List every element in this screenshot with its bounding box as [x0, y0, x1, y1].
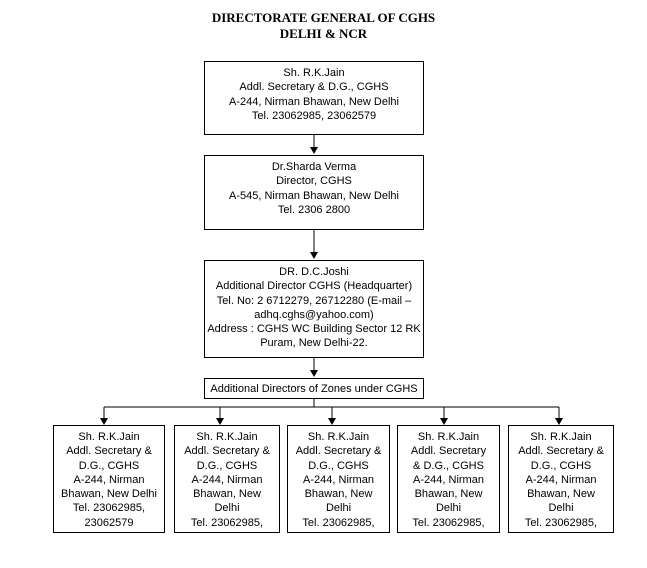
zone-5-line-5: Bhawan, New	[527, 488, 595, 501]
zones-label: Additional Directors of Zones under CGHS	[210, 383, 418, 395]
dg-address: A-244, Nirman Bhawan, New Delhi	[229, 95, 399, 108]
zone-4-arrowhead	[440, 418, 448, 425]
zone-4-line-3: & D.G., CGHS	[413, 459, 484, 472]
zone-5-arrowhead	[555, 418, 563, 425]
dg-name: Sh. R.K.Jain	[283, 67, 345, 79]
zone-1-line-6: Tel. 23062985,	[72, 502, 146, 515]
zone-3-line-5: Bhawan, New	[304, 488, 373, 501]
director-address: A-545, Nirman Bhawan, New Delhi	[229, 189, 399, 202]
additional-phone: Tel. No: 2 6712279, 26712280 (E-mail –	[216, 294, 412, 307]
zone-3-arrowhead	[328, 418, 336, 425]
zone-5-line-7: Tel. 23062985,	[524, 516, 598, 529]
zone-4-line-2: Addl. Secretary	[410, 445, 487, 458]
additional-address-1: Address : CGHS WC Building Sector 12 RK	[207, 323, 421, 336]
zone-2-line-6: Delhi	[214, 502, 240, 515]
zone-box-2	[174, 425, 280, 533]
additional-name: DR. D.C.Joshi	[279, 266, 349, 278]
dg-designation: Addl. Secretary & D.G., CGHS	[239, 81, 389, 94]
zone-2-line-7: Tel. 23062985,	[190, 516, 264, 529]
zone-3-line-7: Tel. 23062985,	[302, 516, 375, 529]
zone-5-line-2: Addl. Secretary &	[518, 445, 604, 458]
arrowhead-additional	[310, 252, 318, 259]
dg-box	[204, 61, 424, 135]
zone-4-line-5: Bhawan, New	[414, 488, 483, 501]
zone-1-line-4: A-244, Nirman	[73, 473, 145, 486]
zone-2-line-2: Addl. Secretary &	[184, 445, 270, 458]
zone-5-line-1: Sh. R.K.Jain	[530, 431, 592, 443]
zone-1-line-5: Bhawan, New Delhi	[61, 488, 157, 501]
zone-box-3	[287, 425, 390, 533]
zone-4-line-6: Delhi	[435, 502, 462, 515]
director-box	[204, 155, 424, 230]
zone-5-line-6: Delhi	[548, 502, 574, 515]
additional-email: adhq.cghs@yahoo.com)	[254, 308, 374, 321]
zone-4-line-7: Tel. 23062985,	[412, 516, 485, 529]
zone-4-line-4: A-244, Nirman	[413, 473, 484, 486]
zone-5-line-3: D.G., CGHS	[530, 459, 592, 472]
arrowhead-director	[310, 147, 318, 154]
zone-3-line-1: Sh. R.K.Jain	[307, 431, 370, 443]
zone-4-line-1: Sh. R.K.Jain	[417, 431, 480, 443]
director-name: Dr.Sharda Verma	[271, 161, 357, 173]
additional-address-2: Puram, New Delhi-22.	[260, 337, 368, 350]
zone-box-4	[397, 425, 500, 533]
zone-1-line-7: 23062579	[84, 516, 134, 529]
zone-2-line-4: A-244, Nirman	[191, 473, 263, 486]
director-designation: Director, CGHS	[276, 175, 352, 188]
zone-2-line-5: Bhawan, New	[193, 488, 261, 501]
zone-1-arrowhead	[100, 418, 108, 425]
zone-3-line-2: Addl. Secretary &	[295, 445, 382, 458]
director-phone: Tel. 2306 2800	[277, 203, 351, 216]
zone-2-line-3: D.G., CGHS	[196, 459, 258, 472]
zone-2-arrowhead	[216, 418, 224, 425]
zone-3-line-3: D.G., CGHS	[308, 459, 369, 472]
zone-1-line-3: D.G., CGHS	[78, 459, 140, 472]
zone-1-line-1: Sh. R.K.Jain	[78, 431, 140, 443]
zone-3-line-4: A-244, Nirman	[303, 473, 374, 486]
zone-2-line-1: Sh. R.K.Jain	[196, 431, 258, 443]
zones-label-box	[204, 378, 424, 399]
title-line-2: DELHI & NCR	[279, 26, 368, 41]
additional-designation: Additional Director CGHS (Headquarter)	[215, 280, 413, 293]
zone-3-line-6: Delhi	[325, 502, 352, 515]
zone-5-line-4: A-244, Nirman	[525, 473, 597, 486]
zone-box-1	[53, 425, 165, 533]
dg-phone: Tel. 23062985, 23062579	[251, 109, 377, 122]
zone-1-line-2: Addl. Secretary &	[66, 445, 152, 458]
additional-director-box	[204, 260, 424, 358]
arrowhead-zones-label	[310, 370, 318, 377]
zone-box-5	[508, 425, 614, 533]
title-line-1: DIRECTORATE GENERAL OF CGHS	[211, 10, 436, 25]
